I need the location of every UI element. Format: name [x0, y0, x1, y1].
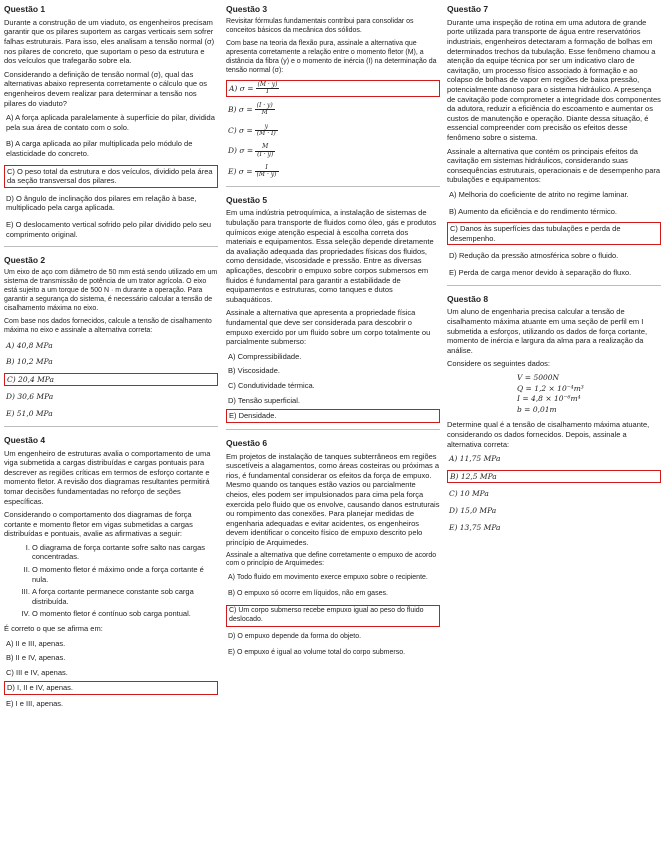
question-prompt: Assinale a alternativa que define corretamente o empuxo de acordo com o princípio de Arquimedes:	[226, 551, 437, 568]
data-line-i: I = 4,8 × 10⁻⁶m⁴	[517, 394, 581, 404]
formula-fraction: $\frac{(M \cdot y)}{I}$	[257, 80, 278, 95]
option-a[interactable]: A) 40,8 MPa	[6, 340, 53, 350]
question-prompt: Considere os seguintes dados:	[447, 359, 550, 369]
formula-fraction: $\frac{M}{(I \cdot y)}$	[257, 143, 274, 158]
option-b[interactable]: B) II e IV, apenas.	[6, 653, 66, 663]
option-a[interactable]: A) A força aplicada paralelamente à superfície do pilar, dividida pela sua área de contato com o solo.	[6, 113, 215, 132]
option-c[interactable]	[226, 123, 440, 139]
option-a[interactable]: A) Melhoria do coeficiente de atrito no regime laminar.	[449, 189, 629, 199]
option-a[interactable]: A) II e III, apenas.	[6, 638, 66, 648]
option-e[interactable]: E) Perda de carga menor devido à separação do fluxo.	[449, 267, 632, 277]
option-e[interactable]	[226, 164, 440, 180]
question-text: Um aluno de engenharia precisa calcular a tensão de cisalhamento máxima atuante em uma seção de perfil em I submetida a esforços, utilizando os dados de força cortante, momento de inércia e largura da alma para a realização da análise.	[447, 307, 648, 355]
option-label: D) σ =	[228, 146, 254, 156]
option-c-selected[interactable]: C) Danos às superfícies das tubulações e perda de desempenho.	[447, 222, 661, 245]
question-title: Questão 4	[4, 434, 46, 445]
statement-i: I. O diagrama de força cortante sofre salto nas cargas concentradas.	[32, 543, 218, 562]
question-prompt: Assinale a alternativa que apresenta a propriedade física fundamental que deve ser considerada para descobrir o empuxo exercido por um fluido sobre um corpo totalmente ou parcialmente submerso:	[226, 308, 431, 347]
option-e[interactable]: E) 51,0 MPa	[6, 409, 53, 419]
question-prompt: Assinale a alternativa que contém os principais efeitos da cavitação em sistemas hidráulicos, considerando suas consequências estruturais, operacionais e de desempenho para tubulações e equipamentos:	[447, 146, 661, 185]
question-8	[447, 294, 661, 534]
statement-iv: IV. O momento fletor é contínuo sob carga pontual.	[32, 609, 218, 619]
formula-fraction: $\frac{I}{(M \cdot y)}$	[256, 163, 277, 179]
statement-iii: III. A força cortante permanece constante sob carga distribuída.	[32, 587, 218, 606]
option-a[interactable]: A) Compressibilidade.	[228, 351, 302, 361]
option-c[interactable]: C) 10 MPa	[449, 489, 489, 499]
option-label: B) σ =	[228, 105, 253, 115]
option-e[interactable]: E) O deslocamento vertical sofrido pelo pilar dividido pelo seu comprimento original.	[6, 219, 212, 239]
formula-fraction: $\frac{y}{(M \cdot I)}$	[256, 122, 276, 138]
option-e[interactable]: E) 13,75 MPa	[449, 522, 501, 532]
option-b[interactable]: B) A carga aplicada ao pilar multiplicada pelo módulo de elasticidade do concreto.	[6, 139, 193, 158]
option-label: C) σ =	[228, 125, 253, 135]
column-middle	[226, 4, 440, 665]
option-b[interactable]: B) O empuxo só ocorre em líquidos, não em gases.	[228, 590, 388, 598]
data-line-v: V = 5000N	[517, 372, 560, 382]
question-6	[226, 438, 440, 659]
question-prompt: Com base na teoria da flexão pura, assinale a alternativa que apresenta corretamente a relação entre o momento fletor (M), a distância da fibra (y) e o momento de inércia (I) na determinação da tensão normal (σ):	[226, 39, 437, 74]
option-d[interactable]	[226, 143, 440, 159]
option-b[interactable]: B) Aumento da eficiência e do rendimento térmico.	[449, 206, 618, 216]
given-data	[447, 373, 661, 414]
question-text: Durante a construção de um viaduto, os engenheiros precisam garantir que os pilares suportem as cargas verticais sem sofrer falhas estruturais. Para isso, eles analisam a tensão normal (σ) nos pilares de concreto, que suportam o peso da estrutura e dos veículos que trafegarão sobre ela.	[4, 17, 215, 66]
divider	[226, 186, 440, 187]
question-prompt: É correto o que se afirma em:	[4, 624, 103, 634]
option-d[interactable]: D) 30,6 MPa	[6, 392, 54, 402]
question-title: Questão 5	[226, 194, 268, 205]
option-d[interactable]: D) 15,0 MPa	[449, 505, 497, 515]
option-d[interactable]: D) Tensão superficial.	[228, 395, 300, 405]
option-d[interactable]: D) O empuxo depende da forma do objeto.	[228, 633, 362, 641]
question-text: Um eixo de aço com diâmetro de 50 mm está sendo utilizado em um sistema de transmissão de potência de um trator agrícola. O eixo está sujeito a um torque de 500 N · m durante a operação. Para garantir a segurança do sistema, é necessário calcular a tensão de cisalhamento máxima no eixo.	[4, 269, 218, 312]
option-c[interactable]: C) III e IV, apenas.	[6, 667, 68, 677]
question-title: Questão 1	[4, 4, 46, 14]
question-4	[4, 435, 218, 710]
question-5	[226, 195, 440, 423]
option-a[interactable]: A) Todo fluido em movimento exerce empuxo sobre o recipiente.	[228, 574, 428, 582]
question-prompt: Considerando a definição de tensão normal (σ), qual das alternativas abaixo representa corretamente o cálculo que os engenheiros devem realizar para determinar a tensão nos pilares do viaduto?	[4, 69, 208, 108]
question-7	[447, 4, 661, 279]
option-c[interactable]: C) Condutividade térmica.	[228, 380, 315, 390]
option-a[interactable]: A) 11,75 MPa	[449, 454, 501, 464]
question-2	[4, 255, 218, 420]
statements-list	[4, 543, 218, 619]
option-d-selected[interactable]: D) I, II e IV, apenas.	[4, 681, 218, 695]
question-text: Revisitar fórmulas fundamentais contribui para consolidar os conceitos básicos da mecânica dos sólidos.	[226, 17, 414, 34]
option-e[interactable]: E) O empuxo é igual ao volume total do corpo submerso.	[228, 649, 406, 657]
option-a-selected[interactable]	[226, 80, 440, 98]
question-prompt: Determine qual é a tensão de cisalhamento máxima atuante, considerando os dados fornecidos. Depois, assinale a alternativa correta:	[447, 420, 650, 449]
question-text: Em projetos de instalação de tanques subterrâneos em regiões suscetíveis a alagamentos, como áreas costeiras ou próximas a rios, é fundamental considerar os efeitos da força de empuxo. Mesmo quando os tanques estão vazios ou parcialmente cheios, eles podem ser impulsionados para cima pela força exercida pelo fluido que os envolve, causando danos estruturais ou rompimento das conexões. Para planejar medidas de engenharia adequadas e evitar acidentes, os engenheiros devem identificar o conceito físico de empuxo descrito pelo princípio de Arquimedes.	[226, 451, 440, 547]
column-left	[4, 4, 218, 716]
question-text: Durante uma inspeção de rotina em uma adutora de grande porte utilizada para transporte de água entre reservatórios industriais, engenheiros detectaram a formação de bolhas em determinados trechos da tubulação. Esse fenômeno chamou a atenção da equipe técnica por ser um indicativo claro de cavitação, um processo físico associado à formação e ao colapso de bolhas de vapor em regiões de baixa pressão, potencialmente danoso para o sistema hidráulico. A presença de cavitação pode comprometer a integridade dos componentes da adutora, reduzir a eficiência do escoamento e aumentar os custos de manutenção e operação. Diante dessa situação, é essencial compreender com precisão os efeitos desse fenômeno sobre o sistema.	[447, 17, 661, 142]
question-title: Questão 3	[226, 4, 268, 14]
option-label: A) σ =	[229, 83, 254, 93]
data-line-q: Q = 1,2 × 10⁻⁴m³	[517, 383, 584, 393]
statement-ii: II. O momento fletor é máximo onde a força cortante é nula.	[32, 565, 218, 584]
divider	[226, 429, 440, 430]
question-title: Questão 6	[226, 437, 268, 448]
option-d[interactable]: D) Redução da pressão atmosférica sobre o fluido.	[449, 251, 619, 261]
question-text: Um engenheiro de estruturas avalia o comportamento de uma viga submetida a cargas distribuídas e cargas pontuais para descrever as regiões críticas em termos de esforço cortante e momento fletor. A revisão dos diagramas resultantes permitirá tomar decisões fundamentadas no reforço de seções específicas.	[4, 448, 211, 506]
option-label: E) σ =	[228, 166, 253, 176]
option-c-selected[interactable]: C) O peso total da estrutura e dos veículos, dividido pela área da seção transversal dos pilares.	[4, 165, 218, 188]
question-text: Em uma indústria petroquímica, a instalação de sistemas de tubulação para transporte de fluidos como óleo, gás e produtos químicos exige atenção especial à escolha correta dos materiais e equipamentos. Essa seleção depende diretamente da avaliação adequada das propriedades físicas dos fluidos, como densidade, viscosidade e pressão. Entre as diversas aplicações, descobrir o empuxo sobre corpos submersos em fluidos é fundamental para garantir a estabilidade de equipamentos e estruturas, como tanques e dutos subaquáticos.	[226, 208, 437, 304]
option-e-selected[interactable]: E) Densidade.	[226, 409, 440, 423]
divider	[447, 285, 661, 286]
question-1	[4, 4, 218, 240]
option-b[interactable]	[226, 102, 440, 118]
column-right	[447, 4, 661, 539]
option-d[interactable]: D) O ângulo de inclinação dos pilares em relação à base, multiplicado pela carga aplicada.	[6, 193, 197, 213]
divider	[4, 426, 218, 427]
option-e[interactable]: E) I e III, apenas.	[6, 699, 64, 709]
option-b[interactable]: B) Viscosidade.	[228, 366, 280, 376]
question-prompt: Com base nos dados fornecidos, calcule a tensão de cisalhamento máxima no eixo e assinale a alternativa correta:	[4, 317, 212, 334]
divider	[4, 246, 218, 247]
question-prompt: Considerando o comportamento dos diagramas de força cortante e momento fletor em vigas submetidas a cargas distribuídas e pontuais, avalie as afirmativas a seguir:	[4, 510, 193, 539]
formula-fraction: $\frac{(I \cdot y)}{M}$	[256, 102, 273, 117]
question-title: Questão 7	[447, 4, 489, 14]
question-title: Questão 2	[4, 255, 46, 266]
option-c-selected[interactable]: C) Um corpo submerso recebe empuxo igual ao peso do fluido deslocado.	[226, 605, 440, 627]
question-title: Questão 8	[447, 293, 489, 304]
data-line-b: b = 0,01m	[517, 404, 557, 414]
option-b-selected[interactable]: B) 12,5 MPa	[447, 470, 661, 484]
option-c-selected[interactable]: C) 20,4 MPa	[4, 373, 218, 387]
option-b[interactable]: B) 10,2 MPa	[6, 357, 53, 367]
question-3	[226, 4, 440, 180]
